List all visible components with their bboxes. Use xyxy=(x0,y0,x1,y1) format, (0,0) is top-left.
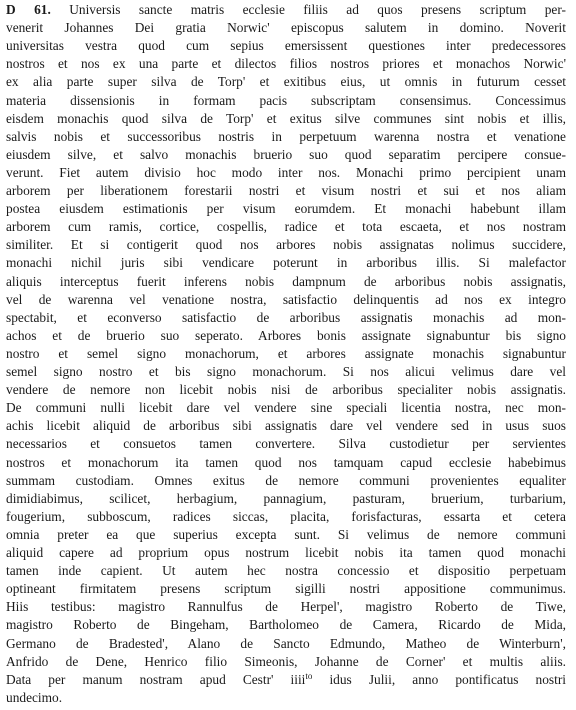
charter-line-4: nostros et nos ex una parte et dilectos filios nostros priores et monachos Norwic' xyxy=(6,56,566,72)
dating-superscript: to xyxy=(305,670,313,681)
dating-clause-continuation: idus Julii, anno pontificatus nostri xyxy=(312,671,566,687)
charter-line-21: semel signo nostro et bis signo monachorum. Si nos alicui velimus dare vel xyxy=(6,364,566,380)
charter-line-1 xyxy=(6,1,566,19)
charter-line-11: arborem per liberationem forestarii nostri et visum nostri et sui et nos aliam xyxy=(6,183,566,199)
charter-line-33: optineant firmitatem presens scriptum sigilli nostri appositione communimus. xyxy=(6,581,566,597)
charter-line-37: Anfrido de Dene, Henrico filio Simeonis, Johanne de Corner' et multis aliis. xyxy=(6,653,566,669)
charter-line-34: Hiis testibus: magistro Rannulfus de Herpel', magistro Roberto de Tiwe, xyxy=(6,599,566,615)
charter-line-35: magistro Roberto de Bingeham, Bartholomeo de Camera, Ricardo de Mida, xyxy=(6,617,566,633)
charter-line-5: ex alia parte super silva de Torp' et exitibus eius, ut omnis in futurum cesset xyxy=(6,74,566,90)
charter-line-39: undecimo. xyxy=(6,689,63,705)
charter-reference: D 61. xyxy=(6,2,51,17)
charter-line-8: salvis nobis et successoribus nostris in perpetuum warenna nostra et venatione xyxy=(6,128,566,144)
charter-line-30: omnia preter ea que superius excepta sunt. Si velimus de nemore communi xyxy=(6,526,566,542)
charter-line-14: similiter. Et si contigerit quod nos arbores nobis assignatas nolimus succidere, xyxy=(6,237,566,253)
charter-line-24: achis licebit aliquid de arboribus sibi assignatis dare vel vendere sed in usus suos xyxy=(6,418,566,434)
charter-line-26: nostros et monachorum ita tamen quod nos tamquam capud ecclesie habebimus xyxy=(6,454,566,470)
charter-line-18: spectabit, et econverso satisfactio de arboribus assignatis monachis ad mon- xyxy=(6,309,566,325)
charter-line-17: vel de warenna vel venatione nostra, satisfactio delinquentis ad nos ex integro xyxy=(6,291,566,307)
charter-line-9: eiusdem silve, et salvo monachis bruerio suo quod separatim percipere consue- xyxy=(6,146,566,162)
charter-line-7: eisdem monachis quod silva de Torp' et exitus silve communes sint nobis et illis, xyxy=(6,110,566,126)
charter-line-28: dimidiabimus, scilicet, herbagium, pannagium, pasturam, bruerium, turbarium, xyxy=(6,490,566,506)
charter-line-27: summam custodiam. Omnes exitus de nemore communi provenientes equaliter xyxy=(6,472,566,488)
charter-line-6: materia dissensionis in formam pacis subscriptam consensimus. Concessimus xyxy=(6,92,566,108)
charter-line-22: vendere de nemore non licebit nobis nisi de arboribus specialiter nobis assignatis. xyxy=(6,382,566,398)
charter-line-13: arborem cum ramis, cortice, cospellis, radice et tota escaeta, et nos nostram xyxy=(6,219,566,235)
charter-line-12: postea eiusdem estimationis per visum eorumdem. Et monachi habebunt illam xyxy=(6,201,566,217)
charter-line-31: aliquid capere ad proprium opus nostrum licebit nobis ita tamen quod monachi xyxy=(6,545,566,561)
charter-line-36: Germano de Bradested', Alano de Sancto Edmundo, Matheo de Winterburn', xyxy=(6,635,566,651)
charter-line-20: nostro et semel signo monachorum, et arbores assignate monachis signabuntur xyxy=(6,345,566,361)
dating-clause-text: Data per manum nostram apud Cestr' iiii xyxy=(6,671,306,687)
charter-line-19: achos et de bruerio suo seperato. Arbores bonis assignate signabuntur bis signo xyxy=(6,327,566,343)
charter-line-38 xyxy=(6,671,566,689)
charter-line-16: aliquis interceptus fuerit inferens nobis dampnum de arboribus nobis assignatis, xyxy=(6,273,566,289)
charter-line-25: necessarios et consuetos tamen convertere. Silva custodietur per servientes xyxy=(6,436,566,452)
charter-line-23: De communi nulli licebit dare vel vendere sine speciali licentia nostra, nec mon- xyxy=(6,400,566,416)
charter-line-15: monachi nichil juris sibi vendicare poterunt in arboribus illis. Si malefactor xyxy=(6,255,566,271)
charter-line-2: venerit Johannes Dei gratia Norwic' episcopus salutem in domino. Noverit xyxy=(6,20,566,36)
charter-line-1-text: Universis sancte matris ecclesie filiis ad quos presens scriptum per- xyxy=(69,2,566,17)
charter-line-3: universitas vestra quod cum sepius emersissent questiones inter predecessores xyxy=(6,38,566,54)
charter-line-10: verunt. Fiet autem divisio hoc modo inter nos. Monachi primo percipient unam xyxy=(6,164,566,180)
charter-line-32: tamen inde capient. Ut autem hec nostra concessio et dispositio perpetuam xyxy=(6,563,566,579)
charter-line-29: fougerium, subboscum, radices siccas, placita, forisfacturas, essarta et cetera xyxy=(6,508,566,524)
